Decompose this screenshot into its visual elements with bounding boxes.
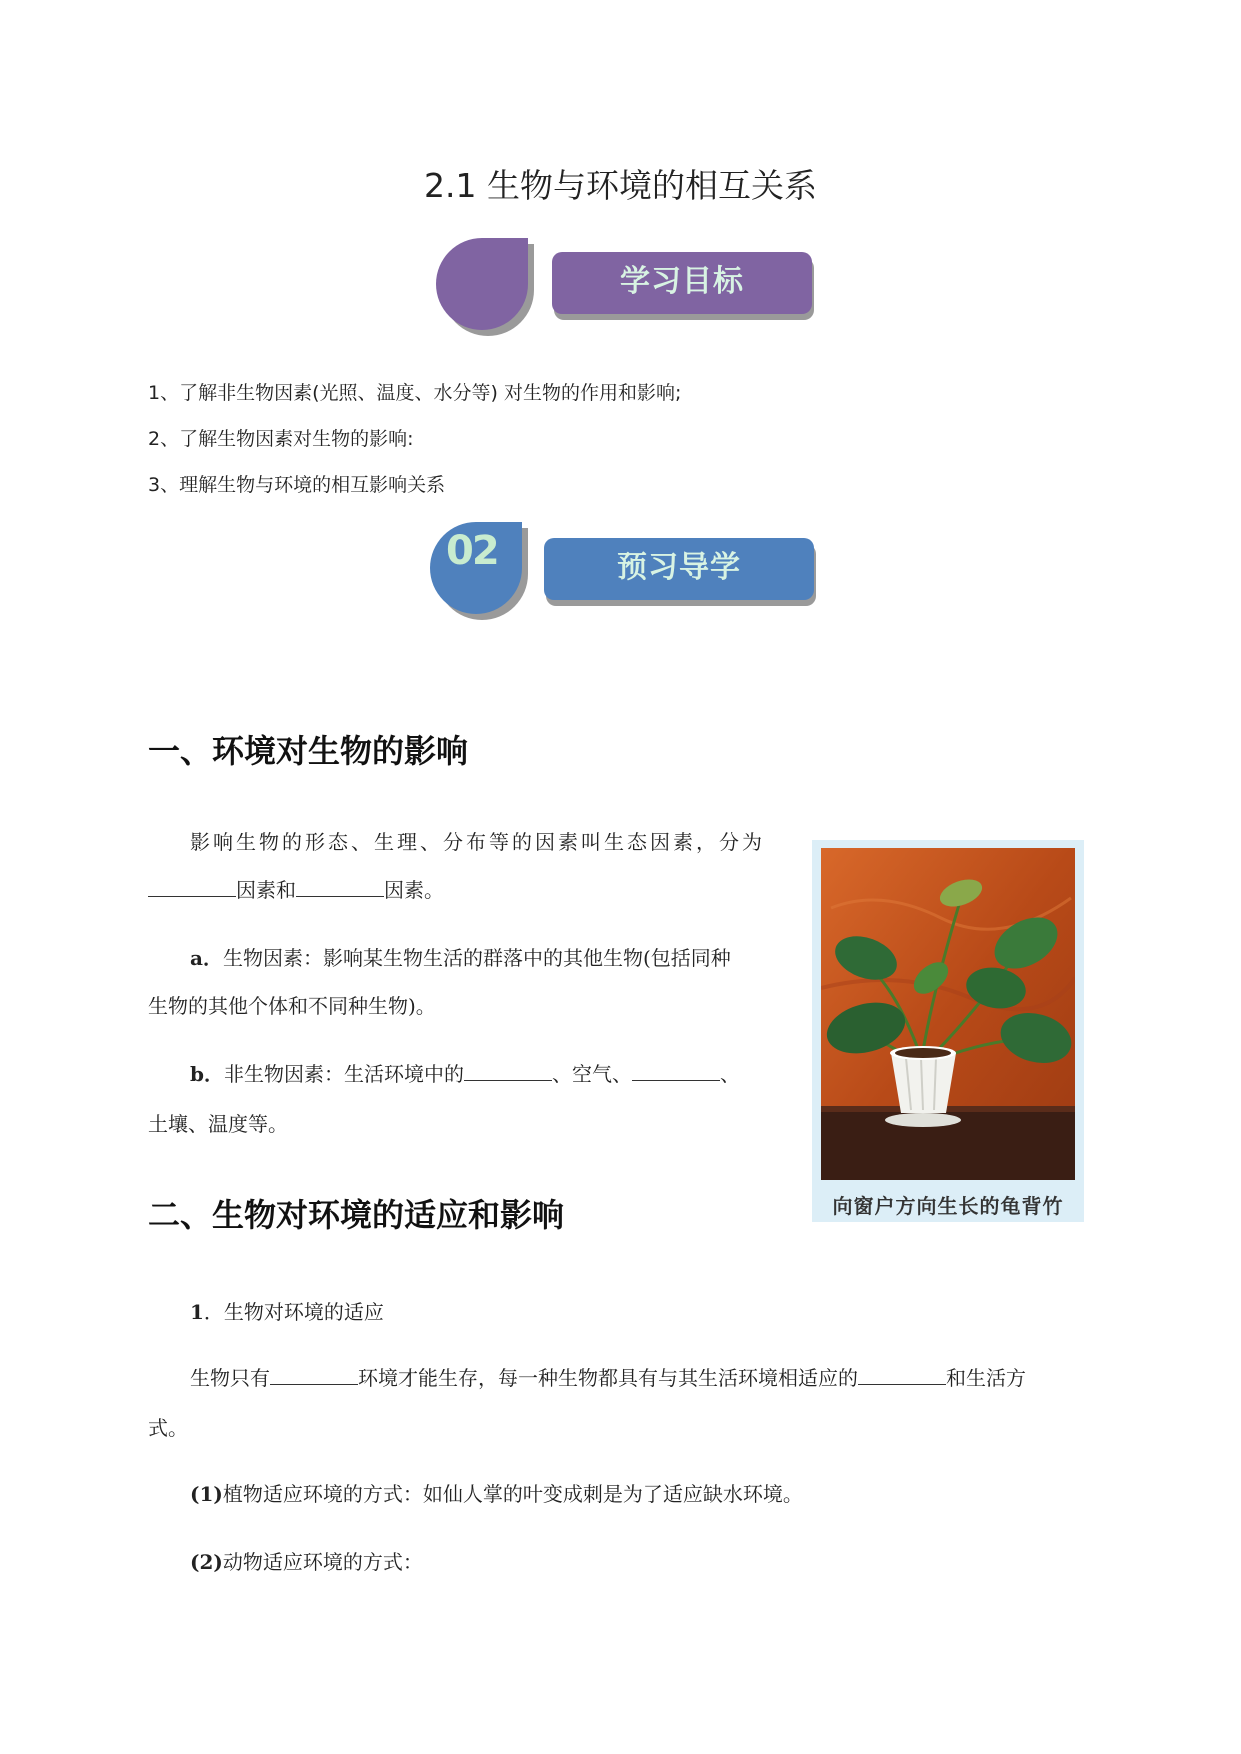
goal-item-1: 1、了解非生物因素(光照、温度、水分等) 对生物的作用和影响; — [148, 382, 682, 404]
fill-blank — [296, 878, 384, 897]
paragraph-text: 、空气、 — [551, 1062, 632, 1086]
subheading-adaptation — [190, 1296, 384, 1325]
item-label: b． — [190, 1062, 224, 1086]
item-label: a． — [190, 946, 223, 970]
paragraph-text: 因素。 — [384, 878, 444, 902]
goal-item-3: 3、理解生物与环境的相互影响关系 — [148, 474, 446, 496]
paragraph-abiotic-line1 — [190, 1058, 740, 1087]
paragraph-text: 动物适应环境的方式： — [222, 1550, 423, 1574]
paragraph-text: ．生物对环境的适应 — [203, 1300, 384, 1324]
plant-photo — [821, 848, 1075, 1180]
fill-blank — [148, 878, 236, 897]
fill-blank — [464, 1062, 552, 1081]
section-heading-2: 二、生物对环境的适应和影响 — [148, 1196, 565, 1234]
figure-caption: 向窗户方向生长的龟背竹 — [832, 1194, 1064, 1218]
paragraph-abiotic-line2: 土壤、温度等。 — [148, 1112, 288, 1136]
section-number: 02 — [446, 528, 498, 574]
paragraph-text: 植物适应环境的方式：如仙人掌的叶变成刺是为了适应缺水环境。 — [222, 1482, 803, 1506]
paragraph-text: 环境才能生存，每一种生物都具有与其生活环境相适应的 — [358, 1366, 858, 1390]
animal-adaptation-item — [190, 1546, 423, 1575]
preview-label: 预习导学 — [544, 538, 814, 600]
paragraph-intro-line1 — [190, 826, 765, 855]
paragraph-text: 、 — [719, 1062, 740, 1086]
learning-goals-banner — [436, 238, 816, 338]
paragraph-biotic-line2: 生物的其他个体和不同种生物)。 — [148, 994, 436, 1018]
paragraph-intro-line2 — [148, 874, 444, 903]
learning-goals-label: 学习目标 — [552, 252, 812, 314]
paragraph-text: 影响生物的形态、生理、分布等的因素叫生态因素，分为 — [190, 830, 765, 854]
item-label: (1) — [190, 1482, 223, 1506]
paragraph-adaptation-line1 — [190, 1362, 1026, 1391]
item-label: 1 — [190, 1300, 204, 1324]
goal-item-2: 2、了解生物因素对生物的影响: — [148, 428, 414, 450]
item-label: (2) — [190, 1550, 223, 1574]
paragraph-text: 和生活方 — [946, 1366, 1026, 1390]
paragraph-text: 生物因素：影响某生物生活的群落中的其他生物(包括同种 — [222, 946, 731, 970]
paragraph-biotic-line1 — [190, 942, 731, 971]
banner-shape — [436, 238, 528, 330]
monstera-plant-image — [821, 848, 1075, 1180]
page-title: 2.1 生物与环境的相互关系 — [424, 166, 817, 205]
paragraph-text: 非生物因素：生活环境中的 — [223, 1062, 464, 1086]
paragraph-adaptation-line2: 式。 — [148, 1416, 188, 1440]
fill-blank — [858, 1366, 946, 1385]
paragraph-text: 因素和 — [236, 878, 296, 902]
plant-figure — [812, 840, 1084, 1222]
fill-blank — [632, 1062, 720, 1081]
fill-blank — [270, 1366, 358, 1385]
paragraph-text: 生物只有 — [190, 1366, 270, 1390]
preview-banner — [430, 522, 820, 622]
plant-adaptation-item — [190, 1478, 803, 1507]
section-heading-1: 一、环境对生物的影响 — [148, 732, 469, 770]
